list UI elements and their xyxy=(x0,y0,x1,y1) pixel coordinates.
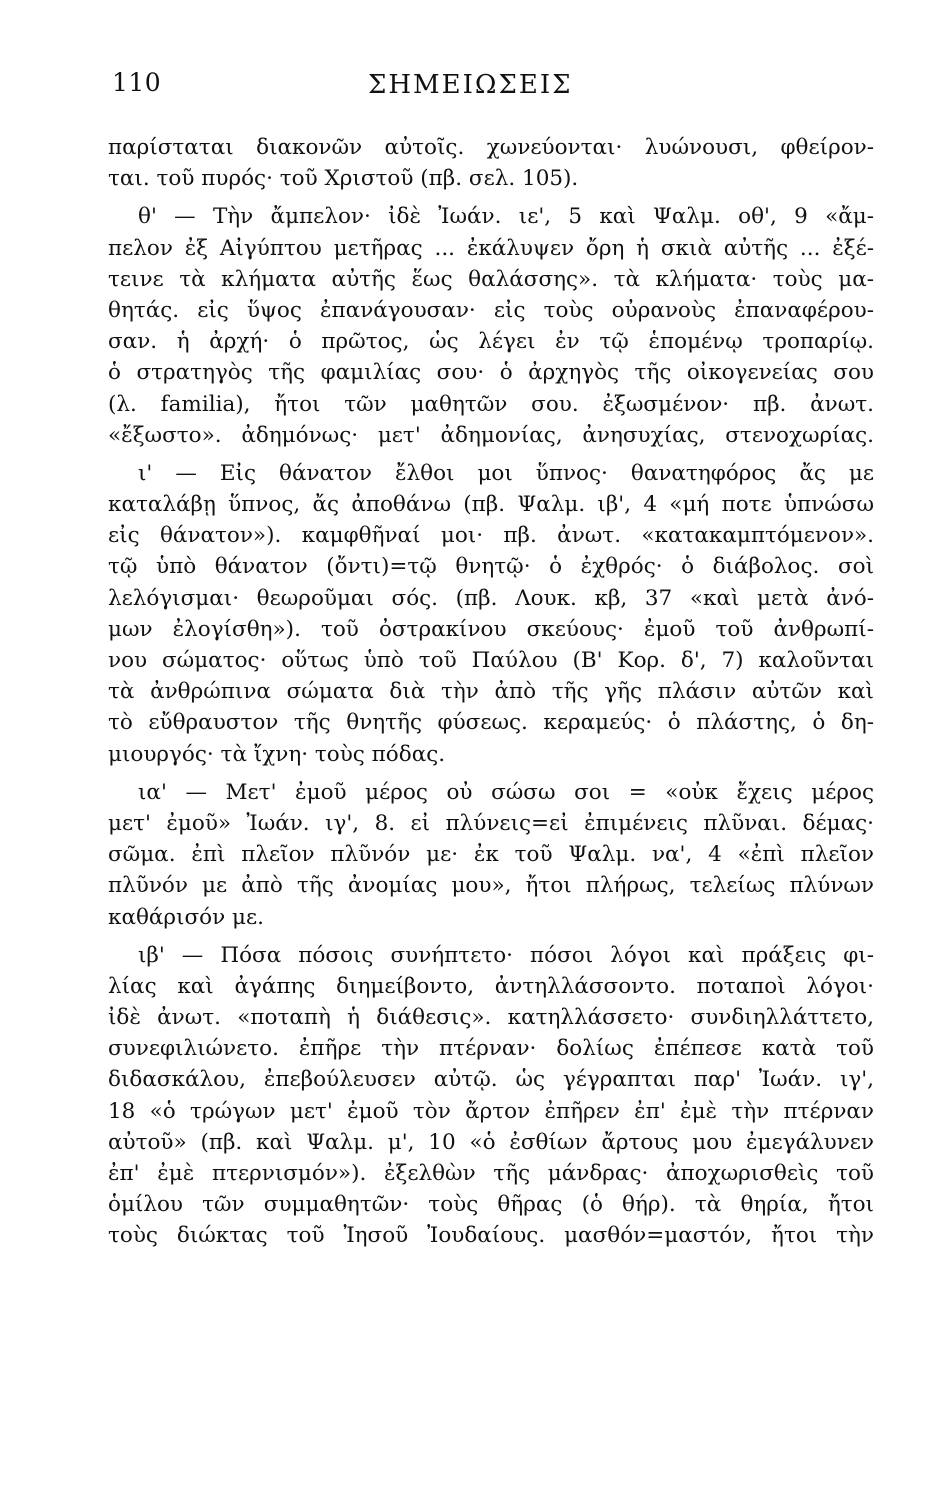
text-line: λίας καὶ ἀγάπης διημείβοντο, ἀντηλλάσσοντο. ποταποὶ λόγοι· xyxy=(108,973,874,999)
running-title: ΣΗΜΕΙΩΣΕΙΣ xyxy=(368,70,573,100)
text-line: εἰς θάνατον»). καμφθῆναί μοι· πβ. ἀνωτ. «κατακαμπτόμενον». xyxy=(108,523,874,549)
text-line: τὰ ἀνθρώπινα σώματα διὰ τὴν ἀπὸ τῆς γῆς πλάσιν αὐτῶν καὶ xyxy=(108,679,874,705)
page-number: 110 xyxy=(112,68,162,97)
text-line: (λ. familia), ἤτοι τῶν μαθητῶν σου. ἐξωσμένον· πβ. ἀνωτ. xyxy=(108,391,874,417)
text-line: 18 «ὁ τρώγων μετ' ἐμοῦ τὸν ἄρτον ἐπῆρεν ἐπ' ἐμὲ τὴν πτέρναν xyxy=(108,1098,874,1124)
page-header xyxy=(112,68,872,108)
text-line: καθάρισόν με. xyxy=(108,904,264,930)
text-line: τῷ ὑπὸ θάνατον (ὄντι)=τῷ θνητῷ· ὁ ἐχθρός· ὁ διάβολος. σοὶ xyxy=(108,554,874,580)
note-paragraph xyxy=(108,132,874,194)
text-line: ιβ' — Πόσα πόσοις συνήπτετο· πόσοι λόγοι καὶ πράξεις φι- xyxy=(138,942,874,968)
text-line: ὁμίλου τῶν συμμαθητῶν· τοὺς θῆρας (ὁ θήρ). τὰ θηρία, ἤτοι xyxy=(108,1192,874,1218)
note-paragraph-iota xyxy=(108,458,874,770)
text-line: καταλάβῃ ὕπνος, ἄς ἀποθάνω (πβ. Ψαλμ. ιβ', 4 «μή ποτε ὑπνώσω xyxy=(108,492,874,518)
text-line: παρίσταται διακονῶν αὐτοῖς. χωνεύονται· λυώνουσι, φθείρον- xyxy=(108,135,874,160)
notes-body xyxy=(108,132,874,1259)
note-paragraph-iota-alpha xyxy=(108,777,874,933)
text-line: νου σώματος· οὕτως ὑπὸ τοῦ Παύλου (Β' Κορ. δ', 7) καλοῦνται xyxy=(108,648,874,673)
text-line: ὁ στρατηγὸς τῆς φαμιλίας σου· ὁ ἀρχηγὸς τῆς οἰκογενείας σου xyxy=(108,360,874,386)
text-line: θητάς. εἰς ὕψος ἐπανάγουσαν· εἰς τοὺς οὐρανοὺς ἐπαναφέρου- xyxy=(108,297,874,323)
text-line: συνεφιλιώνετο. ἐπῆρε τὴν πτέρναν· δολίως ἐπέπεσε κατὰ τοῦ xyxy=(108,1036,874,1062)
note-paragraph-theta xyxy=(108,201,874,451)
text-line: τοὺς διώκτας τοῦ Ἰησοῦ Ἰουδαίους. μασθόν=μαστόν, ἤτοι τὴν xyxy=(108,1223,874,1249)
text-line: μιουργός· τὰ ἴχνη· τοὺς πόδας. xyxy=(108,741,446,767)
text-line: ται. τοῦ πυρός· τοῦ Χριστοῦ (πβ. σελ. 105). xyxy=(108,166,579,192)
text-line: αὐτοῦ» (πβ. καὶ Ψαλμ. μ', 10 «ὁ ἐσθίων ἄρτους μου ἐμεγάλυνεν xyxy=(108,1129,874,1155)
text-line: σαν. ἡ ἀρχή· ὁ πρῶτος, ὡς λέγει ἐν τῷ ἑπομένῳ τροπαρίῳ. xyxy=(108,329,874,355)
text-line: σῶμα. ἐπὶ πλεῖον πλῦνόν με· ἐκ τοῦ Ψαλμ. να', 4 «ἐπὶ πλεῖον xyxy=(108,842,874,868)
text-line: πλῦνόν με ἀπὸ τῆς ἀνομίας μου», ἤτοι πλήρως, τελείως πλύνων xyxy=(108,873,874,899)
text-line: λελόγισμαι· θεωροῦμαι σός. (πβ. Λουκ. κβ, 37 «καὶ μετὰ ἀνό- xyxy=(108,585,874,611)
text-line: «ἔξωστο». ἀδημόνως· μετ' ἀδημονίας, ἀνησυχίας, στενοχωρίας. xyxy=(108,422,874,448)
note-paragraph-iota-beta xyxy=(108,940,874,1252)
text-line: ἐπ' ἐμὲ πτερνισμόν»). ἐξελθὼν τῆς μάνδρας· ἀποχωρισθεὶς τοῦ xyxy=(108,1161,874,1186)
text-line: μων ἐλογίσθη»). τοῦ ὀστρακίνου σκεύους· ἐμοῦ τοῦ ἀνθρωπί- xyxy=(108,616,874,642)
text-line: ἰδὲ ἀνωτ. «ποταπὴ ἡ διάθεσις». κατηλλάσσετο· συνδιηλλάττετο, xyxy=(108,1005,874,1031)
text-line: μετ' ἐμοῦ» Ἰωάν. ιγ', 8. εἰ πλύνεις=εἰ ἐπιμένεις πλῦναι. δέμας· xyxy=(108,810,874,836)
text-line: τεινε τὰ κλήματα αὐτῆς ἕως θαλάσσης». τὰ κλήματα· τοὺς μα- xyxy=(108,266,874,292)
text-line: θ' — Τὴν ἄμπελον· ἰδὲ Ἰωάν. ιε', 5 καὶ Ψαλμ. οθ', 9 «ἄμ- xyxy=(138,204,874,230)
text-line: πελον ἐξ Αἰγύπτου μετῆρας ... ἐκάλυψεν ὄρη ἡ σκιὰ αὐτῆς ... ἐξέ- xyxy=(108,235,874,261)
text-line: τὸ εὔθραυστον τῆς θνητῆς φύσεως. κεραμεύς· ὁ πλάστης, ὁ δη- xyxy=(108,710,874,736)
text-line: διδασκάλου, ἐπεβούλευσεν αὐτῷ. ὡς γέγραπται παρ' Ἰωάν. ιγ', xyxy=(108,1067,874,1093)
text-line: ια' — Μετ' ἐμοῦ μέρος οὐ σώσω σοι = «οὐκ ἔχεις μέρος xyxy=(138,779,874,805)
text-line: ι' — Εἰς θάνατον ἔλθοι μοι ὕπνος· θανατηφόρος ἄς με xyxy=(138,460,874,486)
